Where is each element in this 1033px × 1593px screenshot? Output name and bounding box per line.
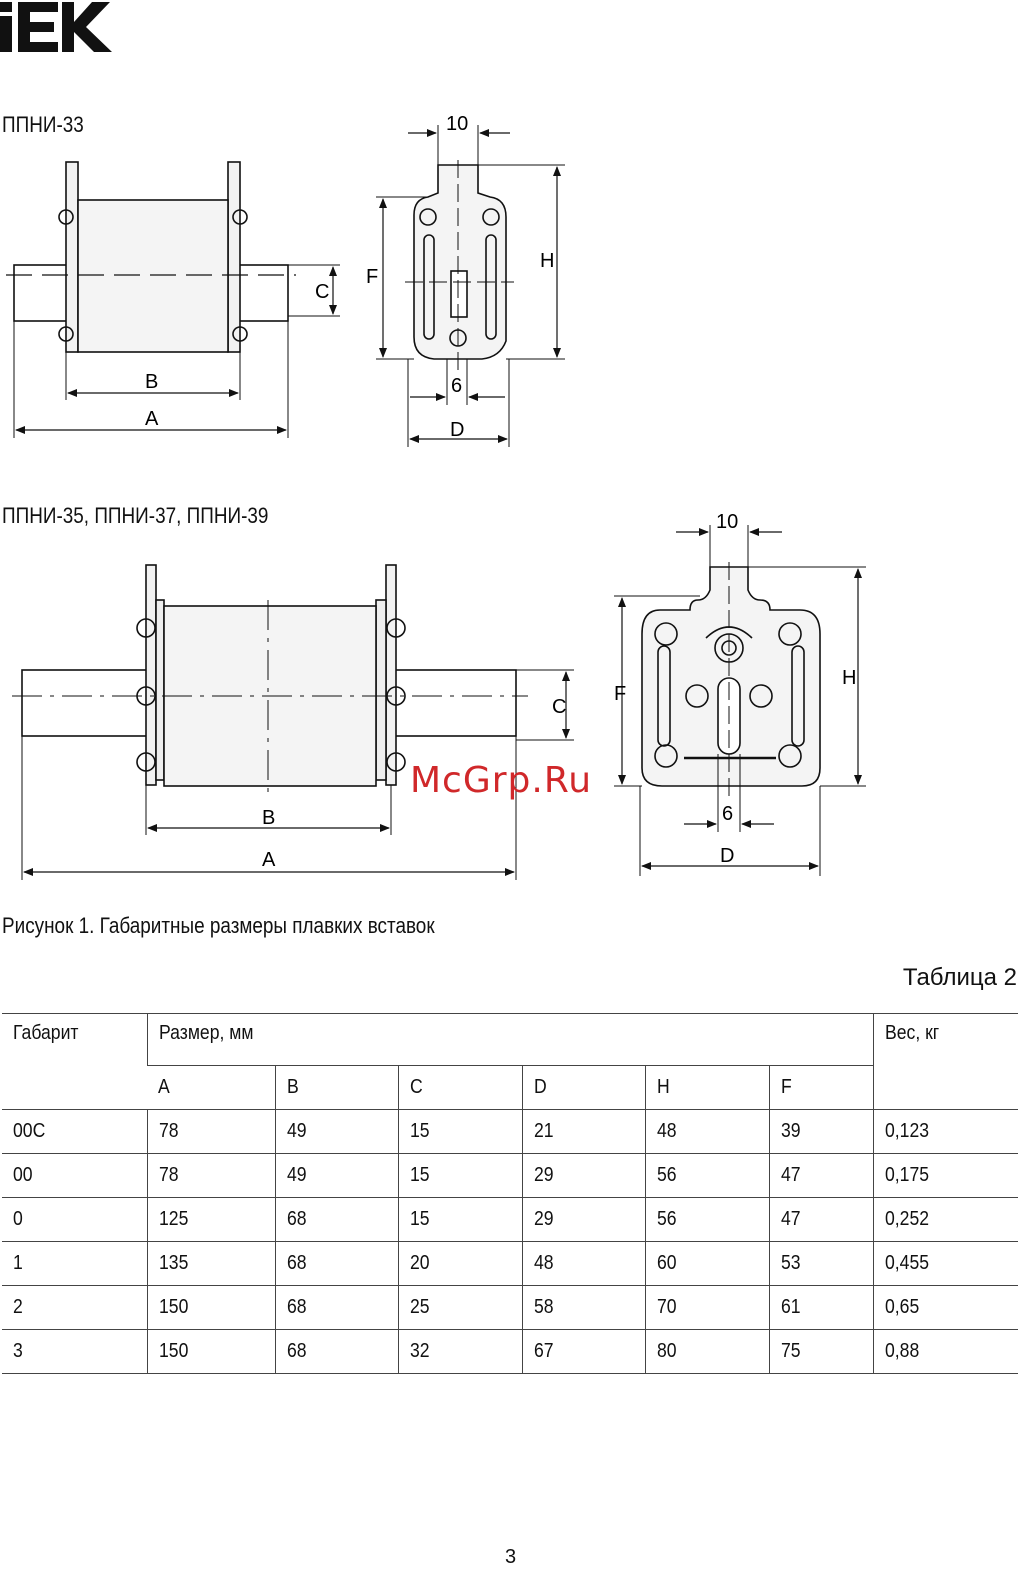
figure-1-drawing	[0, 105, 600, 455]
dim-f-label-2: F	[614, 683, 627, 705]
table-row: 00C 78 49 15 21 48 39 0,123	[2, 1110, 1018, 1154]
sub-col-d: D	[522, 1066, 645, 1110]
watermark: McGrp.Ru	[410, 760, 593, 801]
logo-text: IEK	[0, 0, 2, 1]
table-header-row	[2, 1014, 1018, 1066]
dim-f-label: F	[366, 266, 379, 288]
sub-col-c: C	[398, 1066, 522, 1110]
sub-col-a: A	[147, 1066, 275, 1110]
figure-2-title: ППНИ-35, ППНИ-37, ППНИ-39	[2, 503, 269, 528]
col-header-size: Габарит	[2, 1014, 147, 1110]
table-title: Таблица 2	[902, 964, 1017, 991]
dim-h-label: H	[540, 250, 555, 272]
dim-c-label-2: C	[552, 696, 567, 718]
dim-6-label-2: 6	[722, 803, 734, 825]
table-row: 1 135 68 20 48 60 53 0,455	[2, 1242, 1018, 1286]
sub-col-f: F	[769, 1066, 873, 1110]
dim-h-label-2: H	[842, 667, 857, 689]
table-row: 0 125 68 15 29 56 47 0,252	[2, 1198, 1018, 1242]
figure-1-title: ППНИ-33	[2, 112, 84, 137]
figure-2-drawing	[0, 510, 900, 890]
page-number: 3	[505, 1546, 517, 1568]
dim-b-label-2: B	[262, 807, 276, 829]
sub-col-h: H	[645, 1066, 769, 1110]
iek-logo	[0, 0, 120, 54]
dim-10-label-2: 10	[716, 511, 739, 533]
dim-10-label: 10	[446, 113, 469, 135]
dim-d-label: D	[450, 419, 465, 441]
dim-d-label-2: D	[720, 845, 735, 867]
dim-c-label: C	[315, 281, 330, 303]
dimensions-table	[2, 1013, 1018, 1374]
table-row: 3 150 68 32 67 80 75 0,88	[2, 1330, 1018, 1374]
table-row: 00 78 49 15 29 56 47 0,175	[2, 1154, 1018, 1198]
dim-6-label: 6	[451, 375, 463, 397]
col-header-dims: Размер, мм	[147, 1014, 873, 1066]
dim-b-label: B	[145, 371, 159, 393]
col-header-weight: Вес, кг	[873, 1014, 1018, 1110]
dim-a-label: A	[145, 408, 159, 430]
dim-a-label-2: A	[262, 849, 276, 871]
table-subheader-row	[2, 1066, 1018, 1110]
figure-caption: Рисунок 1. Габаритные размеры плавких вставок	[2, 913, 435, 938]
sub-col-b: B	[275, 1066, 398, 1110]
table-row: 2 150 68 25 58 70 61 0,65	[2, 1286, 1018, 1330]
